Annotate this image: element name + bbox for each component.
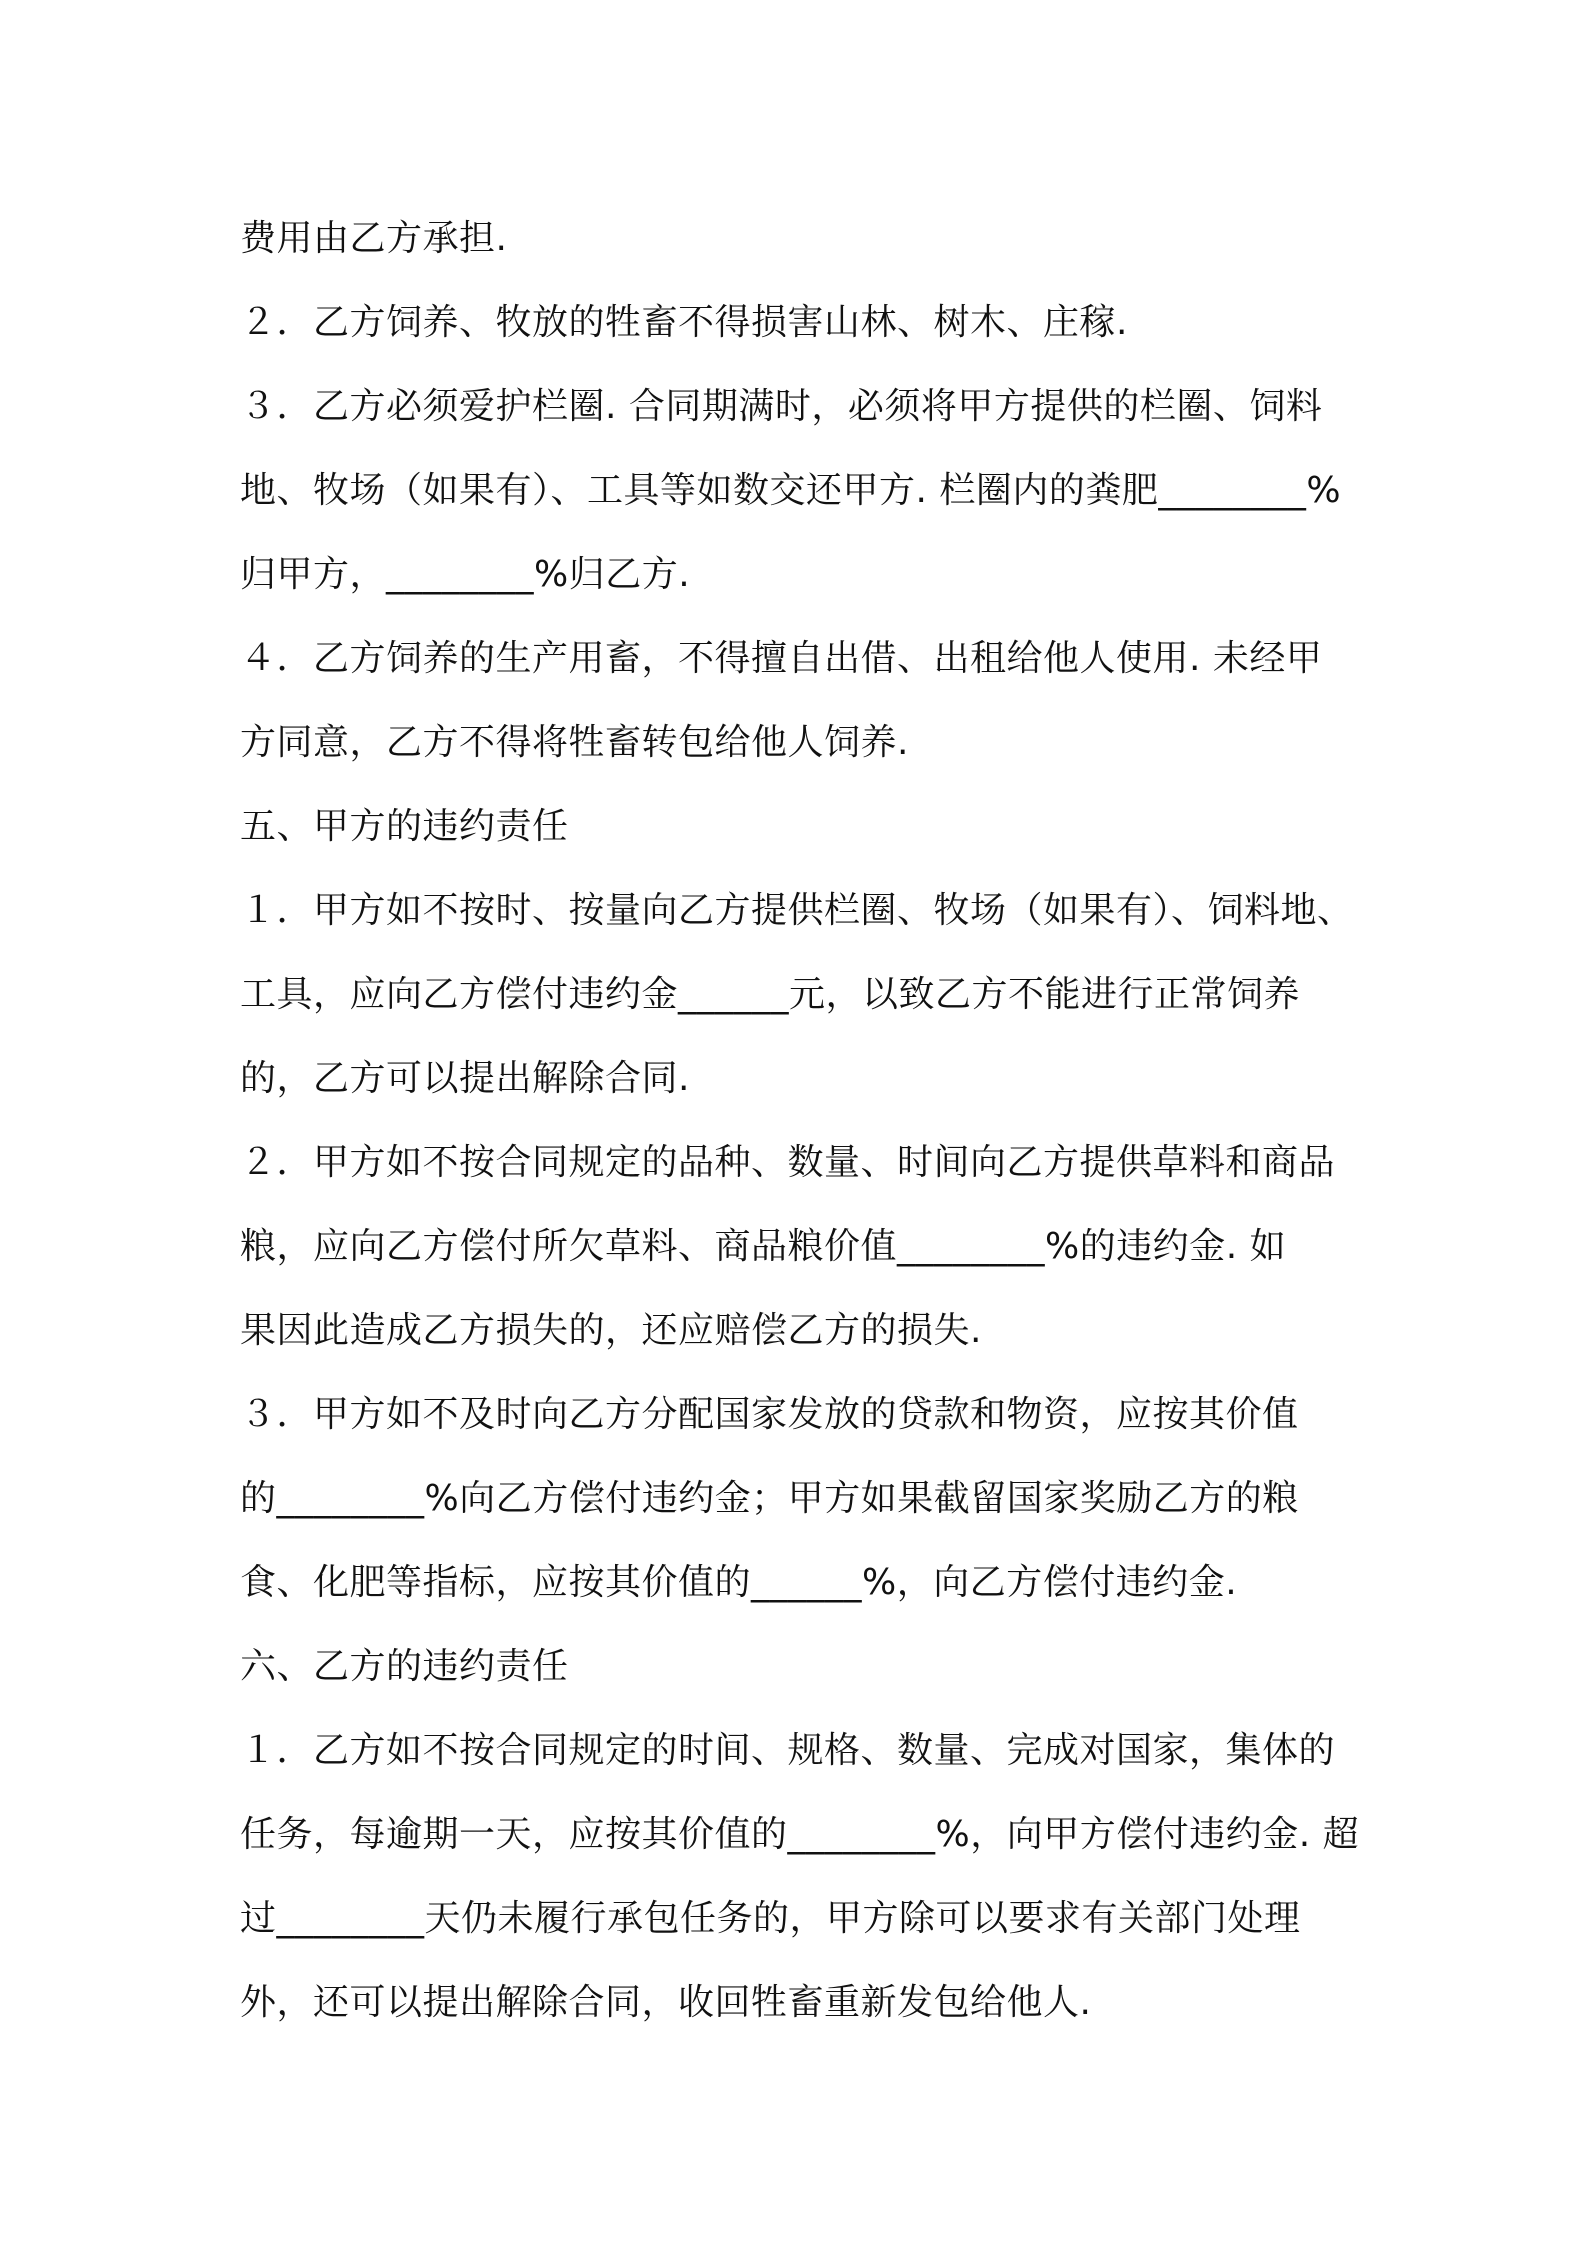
text-line: 外，还可以提出解除合同，收回牲畜重新发包给他人.	[240, 1982, 1092, 2023]
text-line: ３．乙方必须爱护栏圈. 合同期满时，必须将甲方提供的栏圈、饲料	[240, 386, 1323, 427]
text-line: 的________%向乙方偿付违约金；甲方如果截留国家奖励乙方的粮	[240, 1478, 1299, 1519]
text-line: １．乙方如不按合同规定的时间、规格、数量、完成对国家，集体的	[240, 1730, 1336, 1771]
text-line: ２．乙方饲养、牧放的牲畜不得损害山林、树木、庄稼.	[240, 302, 1128, 343]
text-line: 费用由乙方承担.	[240, 218, 508, 259]
text-line: 过________天仍未履行承包任务的，甲方除可以要求有关部门处理	[240, 1898, 1301, 1939]
document-body	[240, 197, 1360, 2045]
text-line: 任务，每逾期一天，应按其价值的________%，向甲方偿付违约金. 超	[240, 1814, 1360, 1855]
text-line: 的，乙方可以提出解除合同.	[240, 1058, 690, 1099]
text-line: 粮，应向乙方偿付所欠草料、商品粮价值________%的违约金. 如	[240, 1226, 1287, 1267]
text-line: 地、牧场（如果有）、工具等如数交还甲方. 栏圈内的粪肥________%	[240, 470, 1342, 511]
section-heading: 六、乙方的违约责任	[240, 1646, 569, 1687]
text-line: 食、化肥等指标，应按其价值的______%，向乙方偿付违约金.	[240, 1562, 1238, 1603]
text-line: 方同意，乙方不得将牲畜转包给他人饲养.	[240, 722, 909, 763]
text-line: ２．甲方如不按合同规定的品种、数量、时间向乙方提供草料和商品	[240, 1142, 1336, 1183]
text-line: 果因此造成乙方损失的，还应赔偿乙方的损失.	[240, 1310, 982, 1351]
text-line: １．甲方如不按时、按量向乙方提供栏圈、牧场（如果有）、饲料地、	[240, 890, 1354, 931]
text-line: 归甲方，________%归乙方.	[240, 554, 691, 595]
text-line: 工具，应向乙方偿付违约金______元，以致乙方不能进行正常饲养	[240, 974, 1301, 1015]
section-heading: 五、甲方的违约责任	[240, 806, 569, 847]
text-line: ３．甲方如不及时向乙方分配国家发放的贷款和物资，应按其价值	[240, 1394, 1299, 1435]
text-line: ４．乙方饲养的生产用畜，不得擅自出借、出租给他人使用. 未经甲	[240, 638, 1323, 679]
